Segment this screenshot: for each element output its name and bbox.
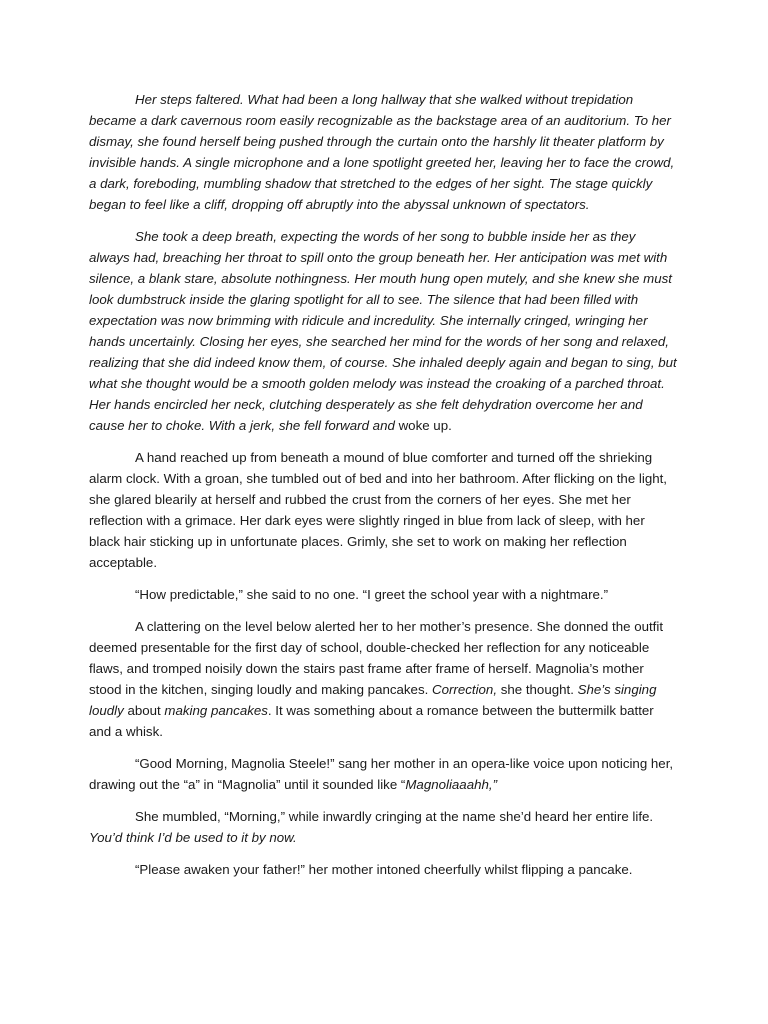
paragraph-1 — [89, 89, 679, 215]
text-run: woke up. — [394, 418, 452, 433]
text-run: A clattering on the level below alerted her to her mother’s presence. She donned the outfit deemed presentable for the first day of school, double-checked her reflection for any noticeable flaws, and tromped noisily down the stairs past frame after frame of herself. Magnolia’s mother stood in the kitchen, singing loudly and making pancakes. — [89, 619, 664, 697]
paragraph-6 — [89, 753, 679, 795]
text-run: She took a deep breath, expecting the words of her song to bubble inside her as they always had, breaching her throat to spill onto the group beneath her. Her anticipation was met with silence, a blank stare, absolute nothingness. Her mouth hung open mutely, and she knew she must look dumbstruck inside the glaring spotlight for all to see. The silence that had been filled with expectation was now brimming with ridicule and incredulity. She internally cringed, wringing her hands uncertainly. Closing her eyes, she searched her mind for the words of her song and relaxed, realizing that she did indeed know them, of course. She inhaled deeply again and began to sing, but what she thought would be a smooth golden melody was instead the croaking of a parched throat. Her hands encircled her neck, clutching desperately as she felt dehydration overcome her and cause her to choke. With a jerk, she fell forward and — [89, 229, 677, 433]
text-run: Magnoliaaahh,” — [405, 777, 498, 792]
text-run: about — [123, 703, 165, 718]
paragraph-5 — [89, 616, 679, 742]
paragraph-7 — [89, 806, 679, 848]
document-page — [89, 89, 679, 891]
paragraph-4 — [89, 584, 679, 605]
paragraph-3 — [89, 447, 679, 573]
paragraph-8 — [89, 859, 679, 880]
text-run: “Good Morning, Magnolia Steele!” sang her mother in an opera-like voice upon noticing her, drawing out the “a” in “Magnolia” until it sounded like “ — [89, 756, 674, 792]
text-run: making pancakes — [164, 703, 268, 718]
text-run: . It was something about a romance between the buttermilk batter and a whisk. — [89, 703, 654, 739]
text-run: Correction, — [431, 682, 498, 697]
text-run: “How predictable,” she said to no one. “I greet the school year with a nightmare.” — [135, 587, 609, 602]
text-run: Her steps faltered. What had been a long hallway that she walked without trepidation became a dark cavernous room easily recognizable as the backstage area of an auditorium. To her dismay, she found herself being pushed through the curtain onto the harshly lit theater platform by invisible hands. A single microphone and a lone spotlight greeted her, leaving her to face the crowd, a dark, foreboding, mumbling shadow that stretched to the edges of her sight. The stage quickly began to feel like a cliff, dropping off abruptly into the abyssal unknown of spectators. — [89, 92, 675, 212]
text-run: She mumbled, “Morning,” while inwardly cringing at the name she’d heard her entire life. — [135, 809, 654, 824]
text-run: A hand reached up from beneath a mound of blue comforter and turned off the shrieking alarm clock. With a groan, she tumbled out of bed and into her bathroom. After flicking on the light, she glared blearily at herself and rubbed the crust from the corners of her eyes. She met her reflection with a grimace. Her dark eyes were slightly ringed in blue from lack of sleep, with her black hair sticking up in unfortunate places. Grimly, she set to work on making her reflection acceptable. — [89, 450, 667, 570]
paragraph-2 — [89, 226, 679, 436]
text-run: You’d think I’d be used to it by now. — [89, 830, 297, 845]
text-run: she thought. — [497, 682, 578, 697]
text-run: “Please awaken your father!” her mother intoned cheerfully whilst flipping a pancake. — [135, 862, 633, 877]
text-run: She’s singing loudly — [89, 682, 657, 718]
